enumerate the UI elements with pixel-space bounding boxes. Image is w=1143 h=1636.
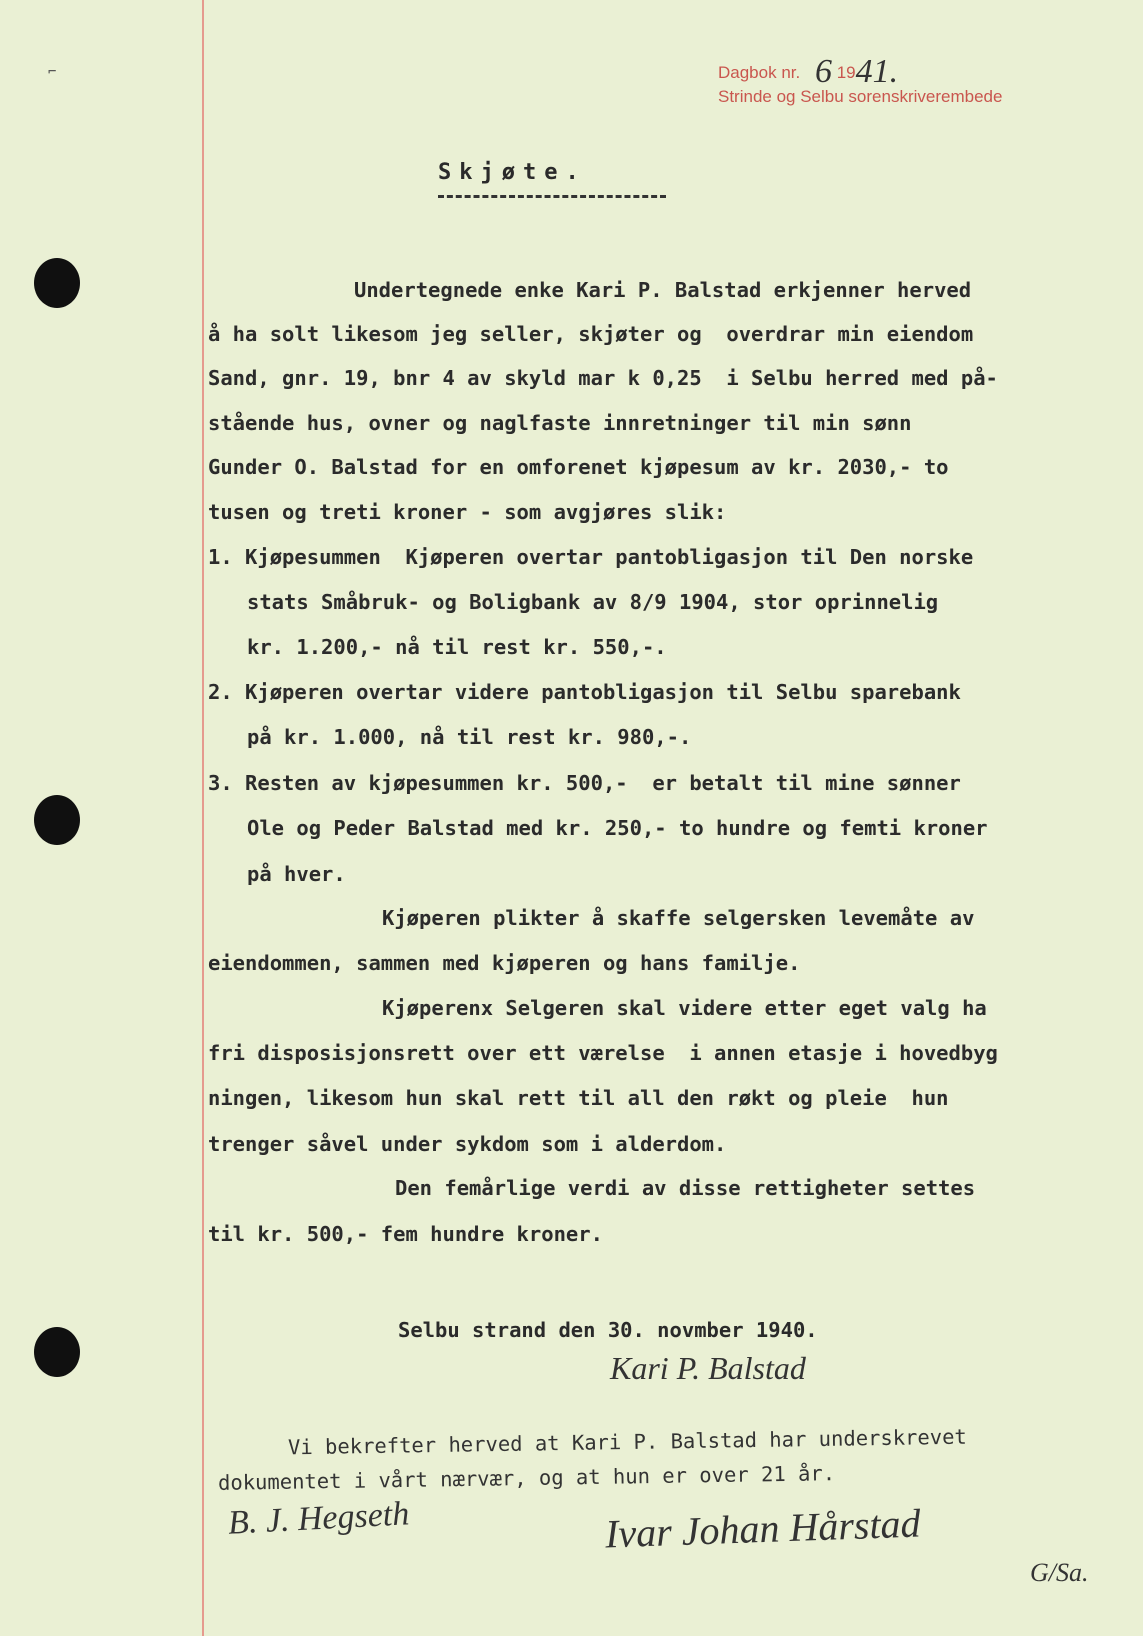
text-line: stats Småbruk- og Boligbank av 8/9 1904, stor oprinnelig <box>247 590 939 614</box>
punch-hole <box>34 795 80 845</box>
text-line: på hver. <box>247 862 346 886</box>
text-line: fri disposisjonsrett over ett værelse i annen etasje i hovedbyg <box>208 1041 998 1065</box>
stamp-year-prefix: 19 <box>836 63 856 82</box>
stamp-office: Strinde og Selbu sorenskriverembede <box>718 87 1003 106</box>
text-line: 3. Resten av kjøpesummen kr. 500,- er betalt til mine sønner <box>208 771 961 795</box>
text-line: Sand, gnr. 19, bnr 4 av skyld mar k 0,25 i Selbu herred med på- <box>208 366 998 390</box>
text-line: stående hus, ovner og naglfaste innretninger til min sønn <box>208 411 912 435</box>
text-line: kr. 1.200,- nå til rest kr. 550,-. <box>247 635 667 659</box>
diary-stamp <box>718 53 1003 109</box>
text-line: Kjøperenx Selgeren skal videre etter eget valg ha <box>382 996 987 1020</box>
stamp-label: Dagbok nr. <box>718 63 801 82</box>
text-line: 1. Kjøpesummen Kjøperen overtar pantobligasjon til Den norske <box>208 545 974 569</box>
text-line: å ha solt likesom jeg seller, skjøter og overdrar min eiendom <box>208 322 974 346</box>
stamp-number: 6 <box>814 53 832 90</box>
text-line: tusen og treti kroner - som avgjøres slik: <box>208 500 727 524</box>
text-line: på kr. 1.000, nå til rest kr. 980,-. <box>247 725 692 749</box>
punch-hole <box>34 1327 80 1377</box>
punch-hole <box>34 258 80 308</box>
initials: G/Sa. <box>1030 1558 1089 1587</box>
text-line: eiendommen, sammen med kjøperen og hans familje. <box>208 951 801 975</box>
text-line: Gunder O. Balstad for en omforenet kjøpesum av kr. 2030,- to <box>208 455 949 479</box>
witness-statement: Vi bekrefter herved at Kari P. Balstad har underskrevet <box>287 1424 967 1460</box>
text-line: Den femårlige verdi av disse rettigheter settes <box>395 1176 976 1200</box>
text-line: trenger såvel under sykdom som i alderdom. <box>208 1132 727 1156</box>
text-line: 2. Kjøperen overtar videre pantobligasjon til Selbu sparebank <box>208 680 961 704</box>
margin-line <box>202 0 204 1636</box>
place-date: Selbu strand den 30. novmber 1940. <box>398 1318 818 1342</box>
title-underline <box>438 195 666 198</box>
witness-signature: Ivar Johan Hårstad <box>604 1500 922 1557</box>
corner-mark: ⌐ <box>48 64 57 80</box>
text-line: ningen, likesom hun skal rett til all den røkt og pleie hun <box>208 1086 949 1110</box>
text-line: til kr. 500,- fem hundre kroner. <box>208 1222 603 1246</box>
text-line: Kjøperen plikter å skaffe selgersken levemåte av <box>382 906 975 930</box>
text-line: Ole og Peder Balstad med kr. 250,- to hundre og femti kroner <box>247 816 988 840</box>
witness-statement: dokumentet i vårt nærvær, og at hun er over 21 år. <box>217 1461 836 1495</box>
document-title: Skjøte. <box>438 160 587 185</box>
stamp-year: 41. <box>855 53 899 90</box>
witness-signature: B. J. Hegseth <box>227 1495 411 1542</box>
text-line: Undertegnede enke Kari P. Balstad erkjenner herved <box>354 278 972 302</box>
seller-signature: Kari P. Balstad <box>610 1350 806 1386</box>
